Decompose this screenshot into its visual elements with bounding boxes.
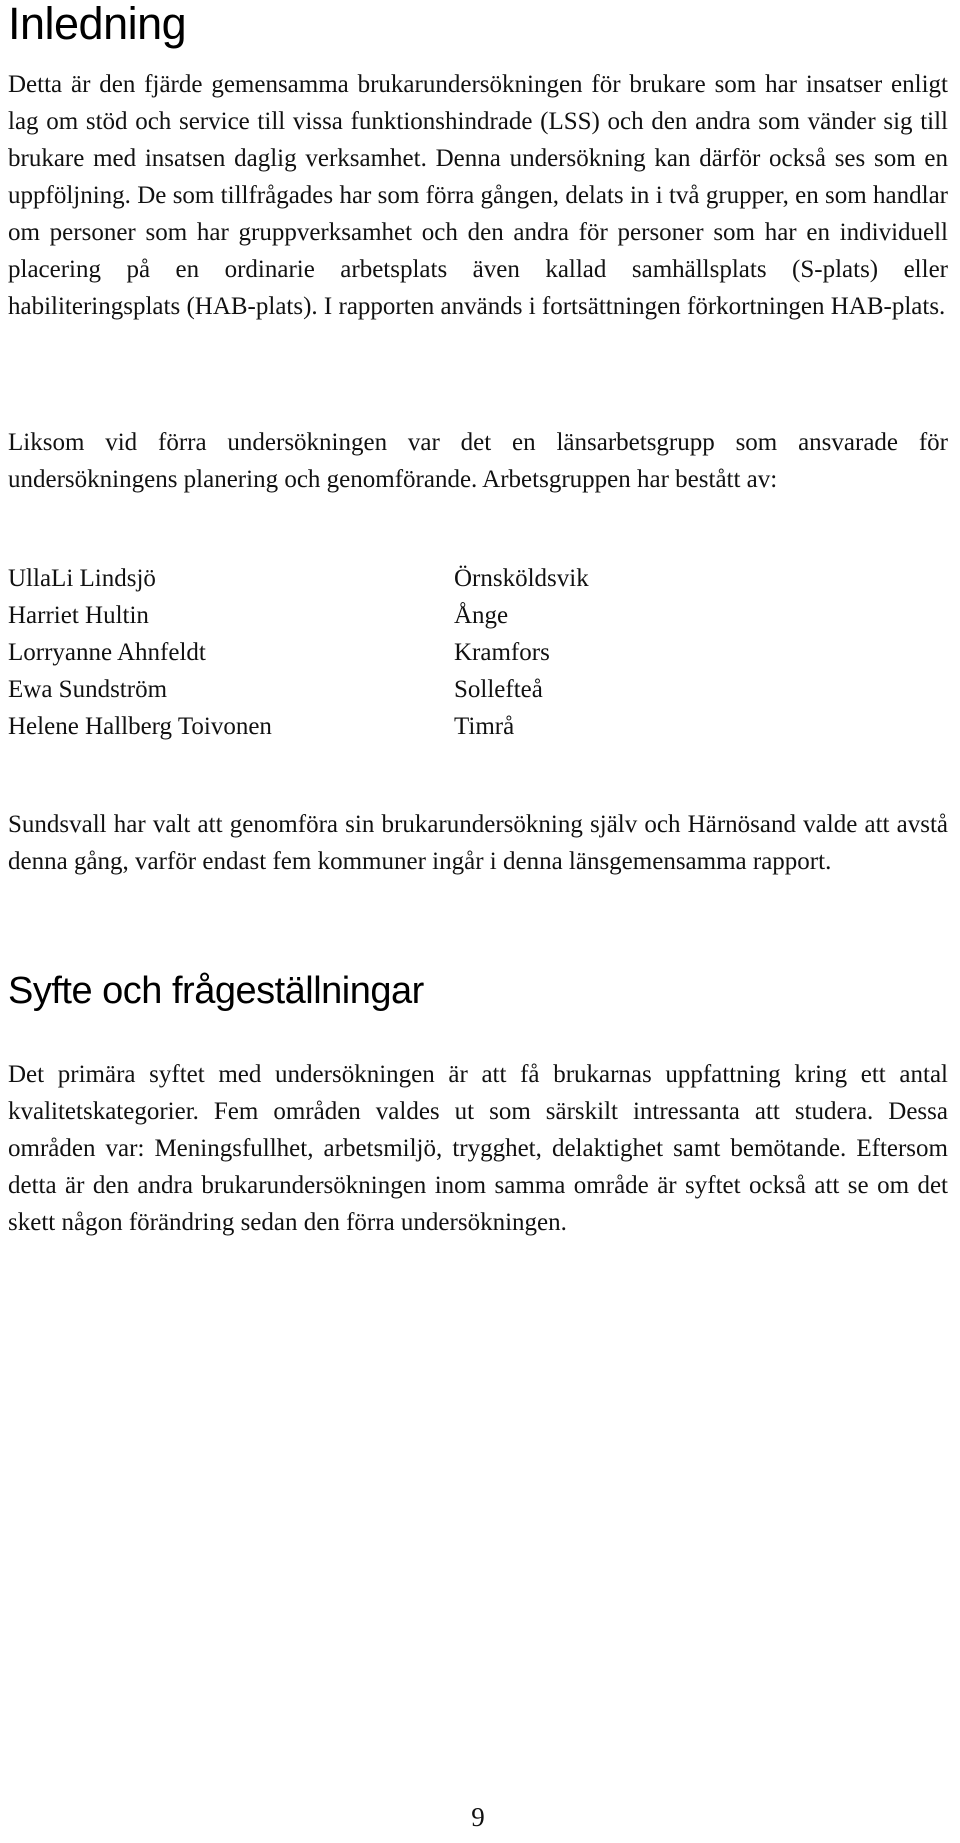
member-municipality: Örnsköldsvik	[454, 565, 589, 592]
list-item	[8, 671, 948, 708]
intro-paragraph-3: Sundsvall har valt att genomföra sin brukarundersökning själv och Härnösand valde att avstå denna gång, varför endast fem kommuner ingår i denna länsgemensamma rapport.	[8, 811, 948, 875]
member-name: UllaLi Lindsjö	[8, 565, 156, 592]
intro-paragraph-1: Detta är den fjärde gemensamma brukarundersökningen för brukare som har insatser enligt lag om stöd och service till vissa funktionshindrade (LSS) och den andra som vänder sig till brukare med insatsen daglig verksamhet. Denna undersökning kan därför också ses som en uppföljning. De som tillfrågades har som förra gången, delats in i två grupper, en som handlar om personer som har gruppverksamhet och den andra för personer som har en individuell placering på en ordinarie arbetsplats även kallad samhällsplats (S-plats) eller habiliteringsplats (HAB-plats). I rapporten används i fortsättningen förkortningen HAB-plats.	[8, 71, 948, 320]
member-name: Helene Hallberg Toivonen	[8, 713, 272, 740]
member-municipality: Kramfors	[454, 639, 550, 666]
list-item	[8, 634, 948, 671]
list-item	[8, 560, 948, 597]
list-item	[8, 597, 948, 634]
member-name: Ewa Sundström	[8, 676, 168, 703]
member-name: Lorryanne Ahnfeldt	[8, 639, 206, 666]
page-number: 9	[471, 1802, 485, 1832]
member-name: Harriet Hultin	[8, 602, 149, 629]
working-group-list	[8, 560, 948, 745]
member-municipality: Timrå	[454, 713, 515, 740]
intro-paragraph-2: Liksom vid förra undersökningen var det en länsarbetsgrupp som ansvarade för undersökningens planering och genomförande. Arbetsgruppen har bestått av:	[8, 429, 948, 493]
document-page	[8, 0, 948, 1843]
member-municipality: Sollefteå	[454, 676, 543, 703]
member-municipality: Ånge	[454, 602, 509, 629]
section-heading-syfte: Syfte och frågeställningar	[8, 970, 424, 1012]
list-item	[8, 708, 948, 745]
purpose-paragraph: Det primära syftet med undersökningen är att få brukarnas uppfattning kring ett antal kvalitetskategorier. Fem områden valdes ut som särskilt intressanta att studera. Dessa områden var: Meningsfullhet, arbetsmiljö, trygghet, delaktighet samt bemötande. Eftersom detta är den andra brukarundersökningen inom samma område är syftet också att se om det skett någon förändring sedan den förra undersökningen.	[8, 1061, 948, 1236]
section-heading-inledning: Inledning	[8, 0, 187, 49]
